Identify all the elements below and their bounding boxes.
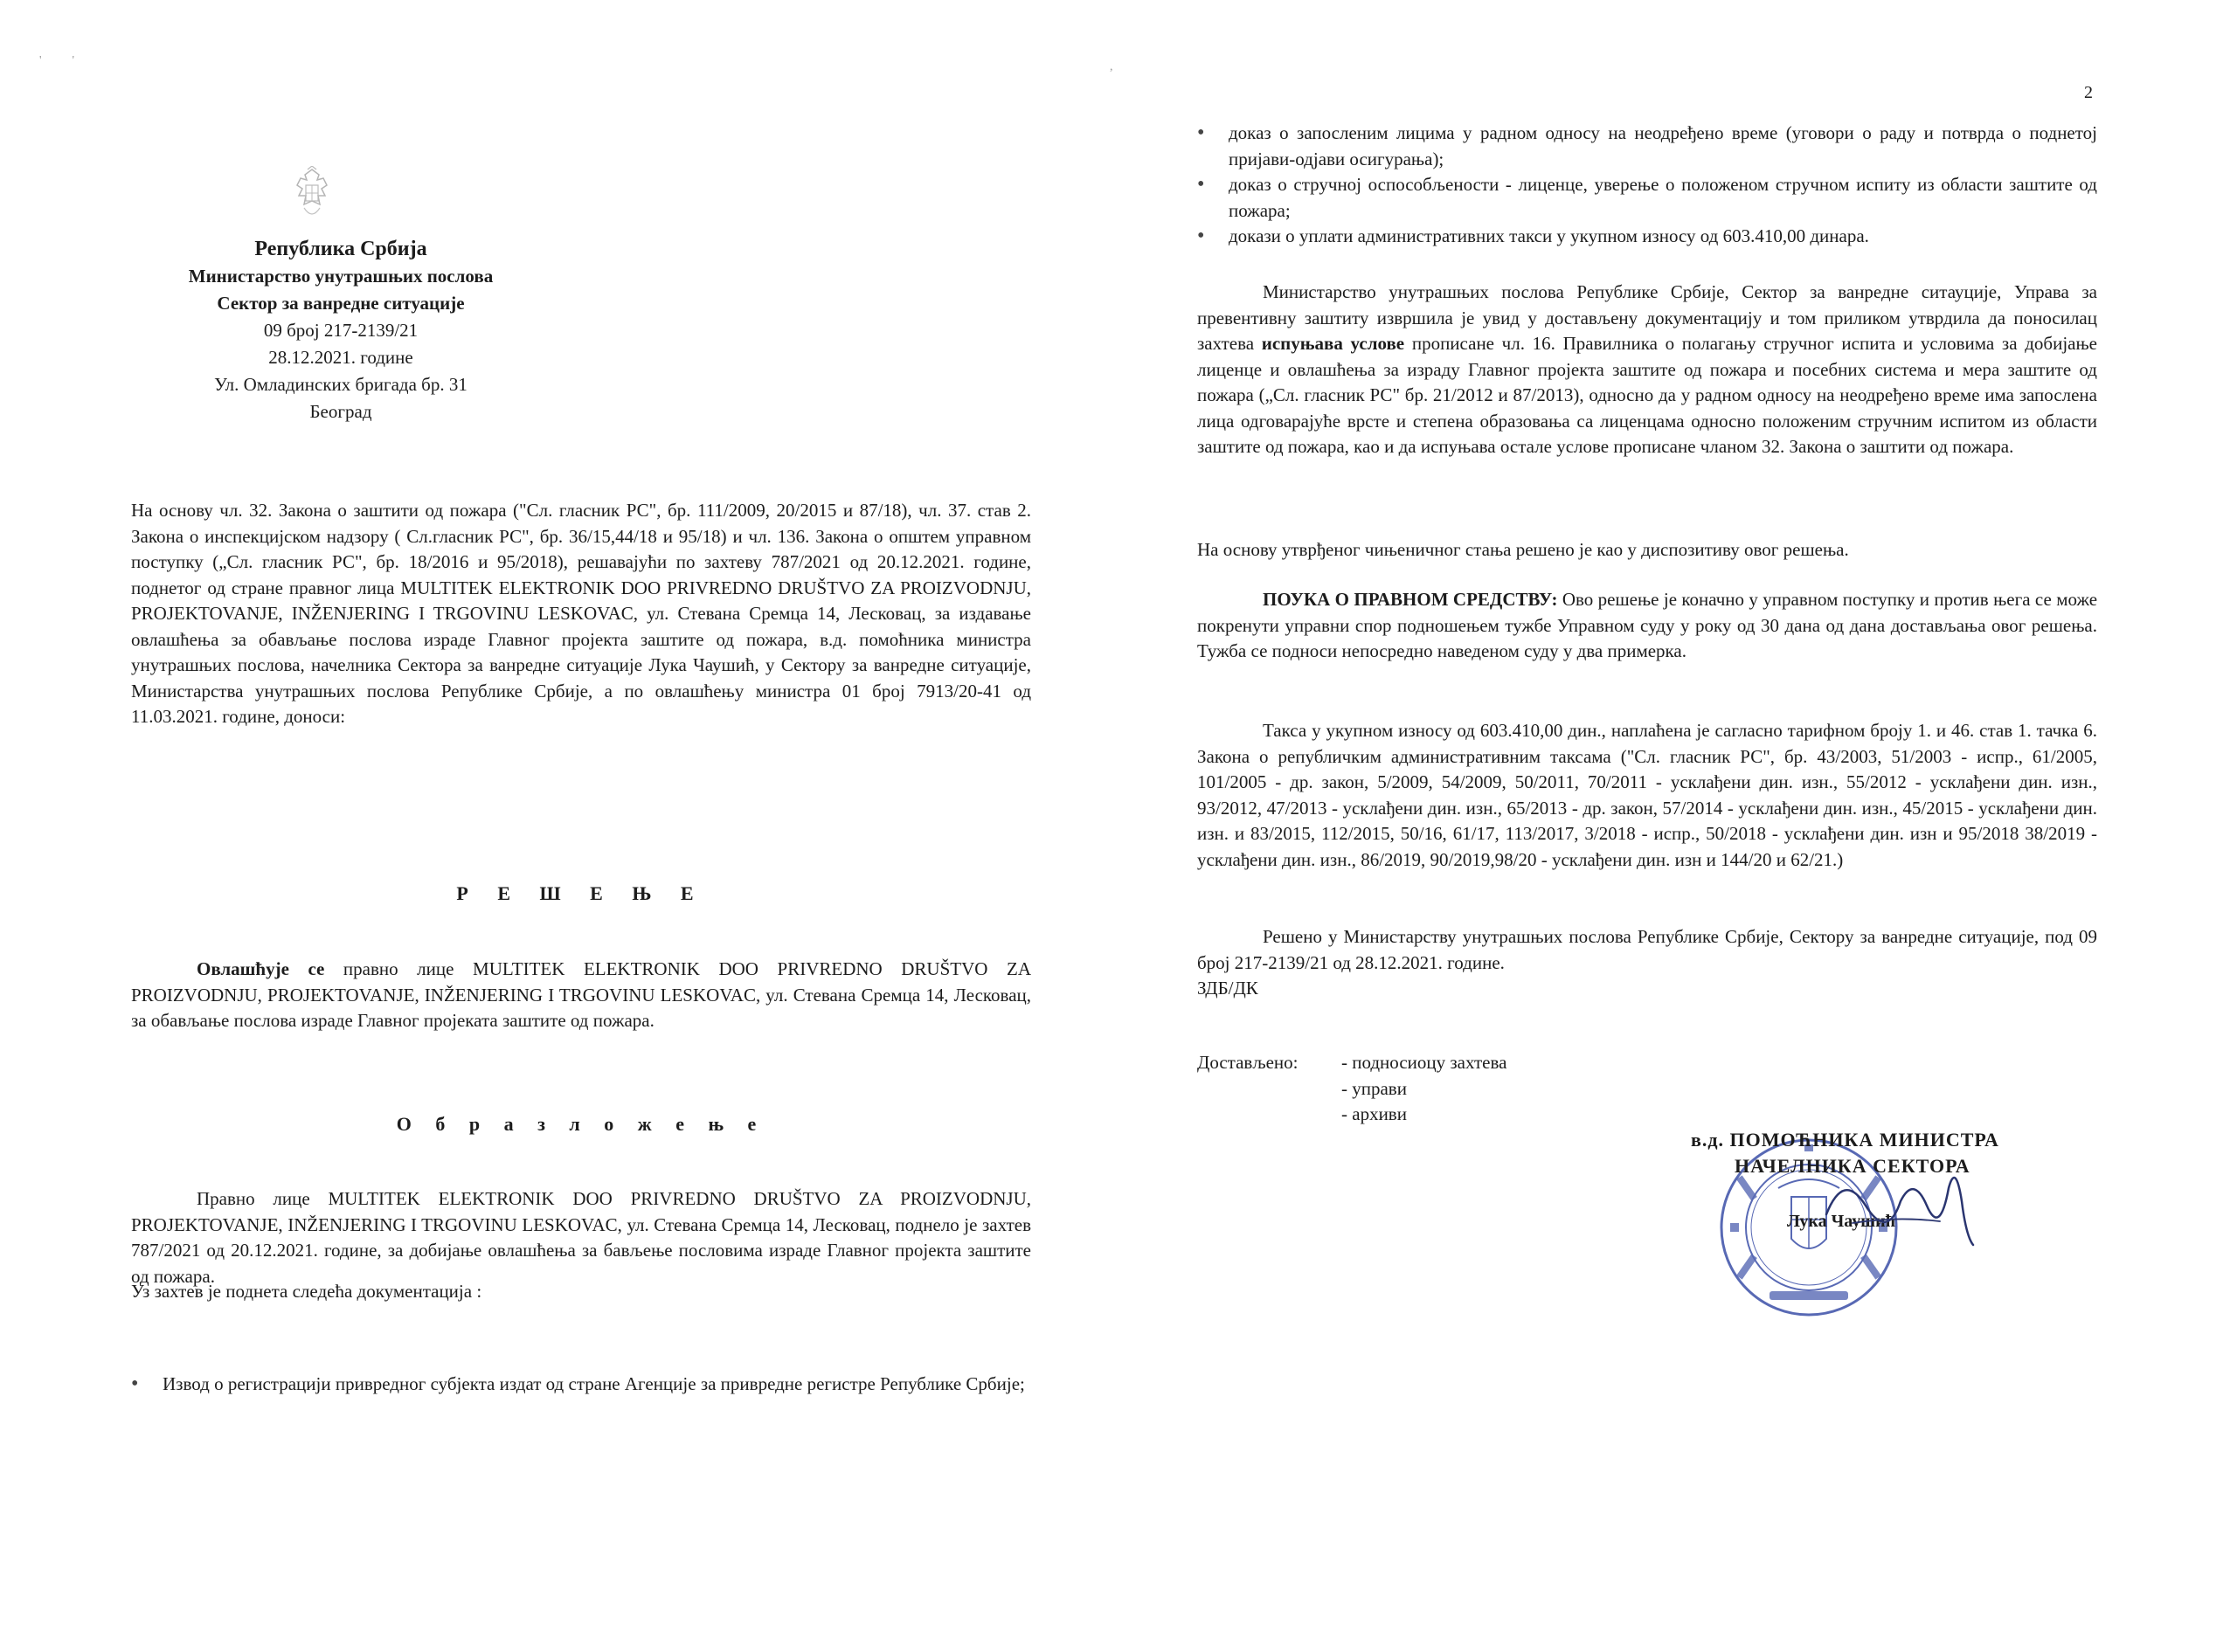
legal-remedy-paragraph — [1197, 587, 2097, 665]
decision-text: правно лице MULTITEK ELEKTRONIK DOO PRIVREDNO DRUŠTVO ZA PROIZVODNJU, PROJEKTOVANJE, INŽENJERING I TRGOVINU LESKOVAC, ул. Стевана Сремца 14, Лесковац, за обављање послова израде Главног пројеката заштите од пожара. — [131, 958, 1031, 1031]
decision-paragraph — [131, 957, 1031, 1034]
decision-lead: Овлашћује се — [197, 958, 325, 979]
reasoning-heading: О б р а з л о ж е њ е — [396, 1113, 766, 1135]
page-right — [1110, 0, 2237, 1652]
republic-name: Република Србија — [254, 238, 427, 260]
scan-artifact: , — [1110, 60, 1113, 73]
signatory-title-2: НАЧЕЛНИКА СЕКТОРА — [1735, 1155, 1970, 1177]
findings-text-1: Министарство унутрашњих послова Републике Србије, Сектор за ванредне ситауције, Управа за превентивну заштиту извршила је увид у достављену документацију и том приликом утврдила да поносилац захтева — [1197, 281, 2097, 354]
initials: ЗДБ/ДК — [1197, 978, 1258, 999]
delivered-item: - архиви — [1341, 1103, 1407, 1124]
handwritten-signature — [1818, 1153, 1992, 1249]
findings-text-2: прописане чл. 16. Правилника о полагању стручног испита и условима за добијање лиценце и овлашћења за израду Главног пројекта заштите од пожара и посебних система и мера заштите од пожара („Сл. гласник РС" бр. 21/2012 и 87/2013), односно да у радном односу на неодређено време има запослена лица одговарајуће врсте и степена образовања са лиценцама односно положеним стручним испитом из области заштите од пожара, као и да испуњава остале услове прописане чланом 32. Закона о заштити од пожара. — [1197, 333, 2097, 457]
street-address: Ул. Омладинских бригада бр. 31 — [214, 374, 467, 395]
findings-emphasis: испуњава услове — [1261, 333, 1405, 354]
city: Београд — [309, 401, 372, 422]
signatory-title-1: в.д. ПОМОЋНИКА МИНИСТРА — [1691, 1129, 1999, 1151]
document-date: 28.12.2021. године — [268, 347, 413, 368]
legal-remedy-title: ПОУКА О ПРАВНОМ СРЕДСТВУ: — [1263, 589, 1558, 610]
document-item: • доказ о запосленим лицима у радном односу на неодређено време (уговори о раду и потврда о поднетој пријави-одјави осигурања); — [1197, 121, 2097, 172]
ministry-name: Министарство унутрашњих послова — [188, 266, 494, 287]
documents-list-right — [1197, 121, 2097, 250]
signatory-name: Лука Чаушић — [1787, 1212, 1895, 1231]
coat-of-arms-icon — [288, 166, 336, 224]
legal-remedy-text: Ово решење је коначно у управном поступку и против њега се може покренути управни спор подношењем тужбе Управном суду у року од 30 дана од дана достављања овог решења. Тужба се подноси непосредно наведеном суду у два примерка. — [1197, 589, 2098, 661]
document-number: 09 број 217-2139/21 — [263, 320, 419, 341]
document-item: • доказ о стручној оспособљености - лиценце, уверење о положеном стручном испиту из области заштите од пожара; — [1197, 172, 2097, 224]
sector-name: Сектор за ванредне ситуације — [217, 293, 465, 314]
delivered-item: - управи — [1341, 1077, 1407, 1099]
delivered-item: - подносиоцу захтева — [1341, 1052, 1507, 1073]
resolved-paragraph: Решено у Министарству унутрашњих послова Републике Србије, Сектору за ванредне ситуације, под 09 број 217-2139/21 од 28.12.2021. године. — [1197, 926, 2097, 973]
documents-intro: Уз захтев је поднета следећа документација : — [131, 1281, 482, 1302]
scan-artifact: ' ' — [39, 54, 75, 67]
conclusion-paragraph: На основу утврђеног чињеничног стања решено је као у диспозитиву овог решења. — [1197, 539, 1849, 560]
document-item: • Извод о регистрацији привредног субјекта издат од стране Агенције за привредне регистре Републике Србије; — [131, 1372, 1031, 1398]
document-item: • докази о уплати административних такси у укупном износу од 603.410,00 динара. — [1197, 224, 2097, 250]
decision-heading: Р Е Ш Е Њ Е — [456, 882, 706, 904]
delivered-label: Достављено: — [1197, 1052, 1299, 1073]
delivered-to — [1197, 1050, 1506, 1128]
fee-paragraph: Такса у укупном износу од 603.410,00 дин., наплаћена је сагласно тарифном броју 1. и 46. став 1. тачка 6. Закона о републичким административним таксама ("Сл. гласник РС", бр. 43/2003, 51/2003 - испр., 61/2005, 101/2005 - др. закон, 5/2009, 54/2009, 50/2011, 70/2011 - усклађени дин. изн., 55/2012 - усклађени дин. изн., 93/2012, 47/2013 - усклађени дин. изн., 65/2013 - др. закон, 57/2014 - усклађени дин. изн., 45/2015 - усклађени дин. изн. и 83/2015, 112/2015, 50/16, 61/17, 113/2017, 3/2018 - испр., 50/2018 - усклађени дин. изн и 95/2018 38/2019 - усклађени дин. изн., 86/2019, 90/2019,98/20 - усклађени дин. изн и 144/20 и 62/21.) — [1197, 720, 2097, 870]
findings-paragraph — [1197, 280, 2097, 460]
documents-list-left — [131, 1372, 1031, 1398]
page-number: 2 — [2084, 83, 2093, 102]
delivered-list — [1341, 1050, 1506, 1128]
letterhead — [131, 236, 551, 425]
preamble-paragraph: На основу чл. 32. Закона о заштити од пожара ("Сл. гласник РС", бр. 111/2009, 20/2015 и 87/18), чл. 37. став 2. Закона о инспекцијском надзору ( Сл.гласник РС", бр. 36/15,44/18 и 95/18) и чл. 136. Закона о општем управном поступку („Сл. гласник РС", бр. 18/2016 и 95/2018), решавајући по захтеву 787/2021 од 20.12.2021. године, поднетог од стране правног лица MULTITEK ELEKTRONIK DOO PRIVREDNO DRUŠTVO ZA PROIZVODNJU, PROJEKTOVANJE, INŽENJERING I TRGOVINU LESKOVAC, ул. Стевана Сремца 14, Лесковац, за издавање овлашћења за обављање послова израде Главног пројекта заштите од пожара, в.д. помоћника министра унутрашњих послова, начелника Сектора за ванредне ситуације Лука Чаушић, у Сектору за ванредне ситуације, Министарства унутрашњих послова Републике Србије, а по овлашћењу министра 01 број 7913/20-41 од 11.03.2021. године, доноси: — [131, 500, 1031, 727]
page-left — [0, 0, 1118, 1652]
reasoning-paragraph: Правно лице MULTITEK ELEKTRONIK DOO PRIVREDNO DRUŠTVO ZA PROIZVODNJU, PROJEKTOVANJE, INŽENJERING I TRGOVINU LESKOVAC, ул. Стевана Сремца 14, Лесковац, поднело је захтев 787/2021 од 20.12.2021. године, за добијање овлашћења за бављење пословима израде Главног пројекта заштите од пожара. — [131, 1188, 1031, 1287]
